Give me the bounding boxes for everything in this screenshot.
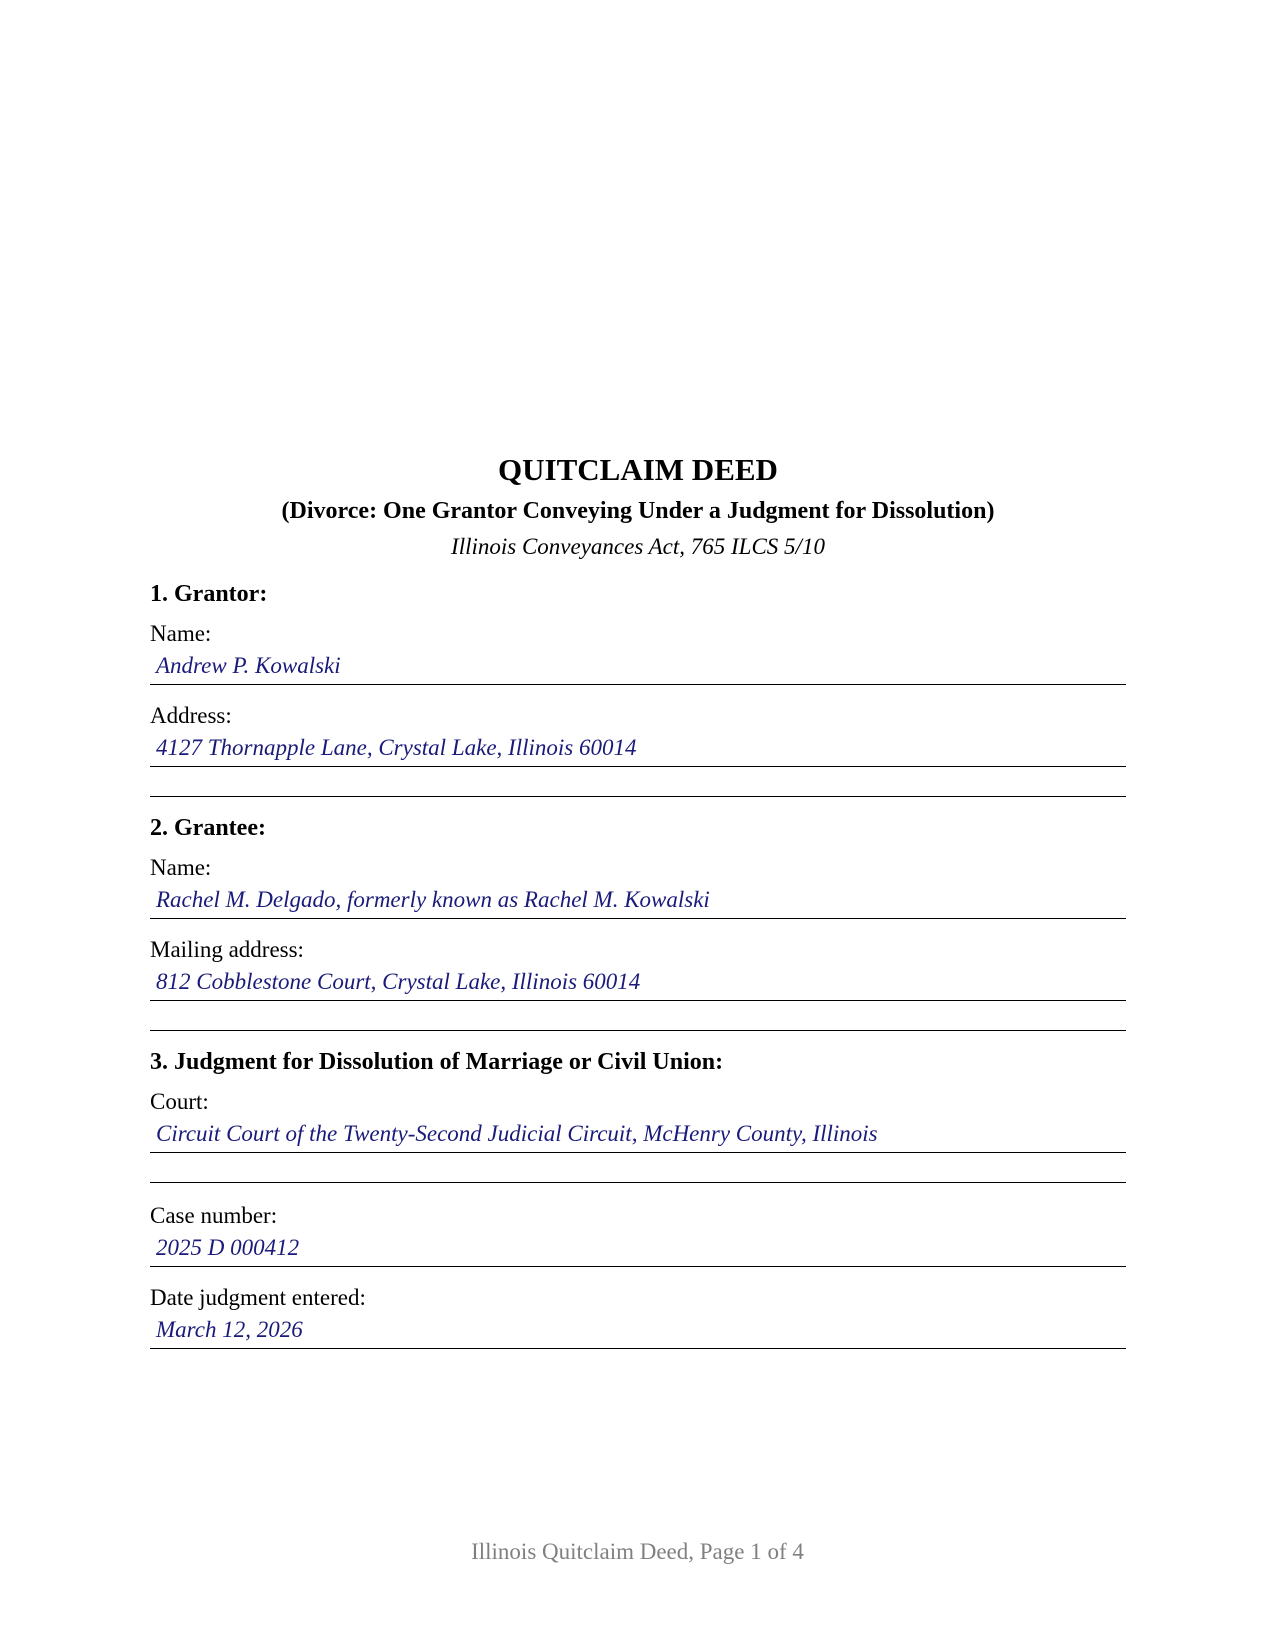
grantee-address-field[interactable]: 812 Cobblestone Court, Crystal Lake, Illinois 60014: [150, 965, 1126, 1001]
grantor-address-line-2[interactable]: [150, 767, 1126, 797]
grantor-section: [150, 577, 1126, 797]
judgment-section: [150, 1045, 1126, 1349]
grantee-heading: 2. Grantee:: [150, 815, 266, 841]
statute-reference: Illinois Conveyances Act, 765 ILCS 5/10: [451, 534, 825, 559]
judgment-date-field[interactable]: March 12, 2026: [150, 1313, 1126, 1349]
grantor-address-field[interactable]: 4127 Thornapple Lane, Crystal Lake, Illinois 60014: [150, 731, 1126, 767]
document-page: [150, 448, 1126, 1349]
document-subtitle: (Divorce: One Grantor Conveying Under a Judgment for Dissolution): [281, 498, 995, 524]
judgment-heading: 3. Judgment for Dissolution of Marriage or Civil Union:: [150, 1049, 724, 1075]
grantee-address-line-2[interactable]: [150, 1001, 1126, 1031]
grantee-section: [150, 811, 1126, 1031]
case-number-field[interactable]: 2025 D 000412: [150, 1231, 1126, 1267]
court-label: Court:: [150, 1089, 209, 1114]
grantee-name-label: Name:: [150, 855, 212, 880]
court-field[interactable]: Circuit Court of the Twenty-Second Judicial Circuit, McHenry County, Illinois: [150, 1117, 1126, 1153]
grantor-name-label: Name:: [150, 621, 212, 646]
grantor-heading: 1. Grantor:: [150, 581, 268, 607]
grantee-name-field[interactable]: Rachel M. Delgado, formerly known as Rachel M. Kowalski: [150, 883, 1126, 919]
grantee-address-label: Mailing address:: [150, 937, 304, 962]
judgment-date-label: Date judgment entered:: [150, 1285, 366, 1310]
case-number-label: Case number:: [150, 1203, 278, 1228]
grantor-name-field[interactable]: Andrew P. Kowalski: [150, 649, 1126, 685]
document-title: QUITCLAIM DEED: [498, 452, 778, 487]
page-footer: Illinois Quitclaim Deed, Page 1 of 4: [471, 1539, 804, 1564]
grantor-address-label: Address:: [150, 703, 232, 728]
court-line-2[interactable]: [150, 1153, 1126, 1183]
